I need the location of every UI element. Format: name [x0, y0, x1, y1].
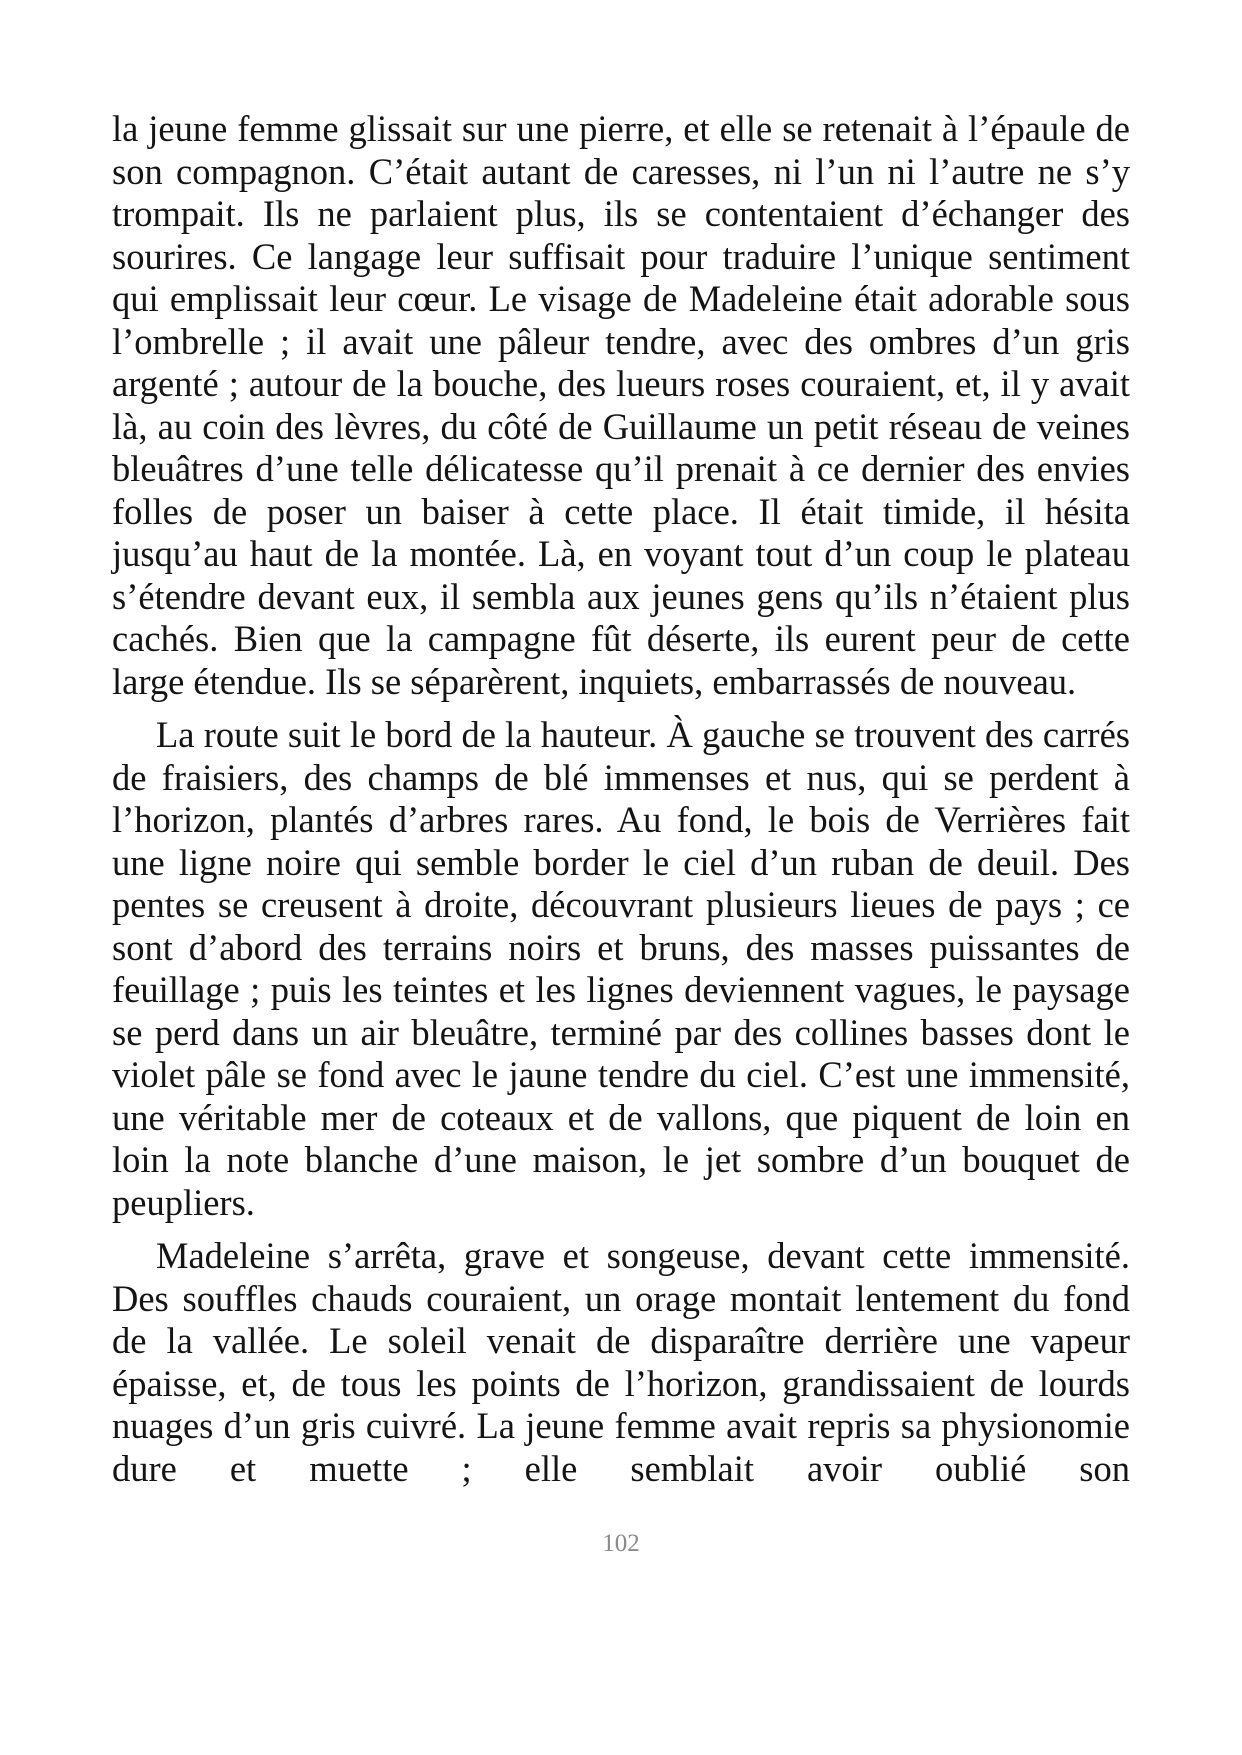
paragraph-2: La route suit le bord de la hauteur. À gauche se trouvent des carrés de fraisiers, des champs de blé immenses et nus, qui se perdent à l’horizon, plantés d’arbres rares. Au fond, le bois de Verrières fait une ligne noire qui semble border le ciel d’un ruban de deuil. Des pentes se creusent à droite, découvrant plusieurs lieues de pays ; ce sont d’abord des terrains noirs et bruns, des masses puissantes de feuillage ; puis les teintes et les lignes deviennent vagues, le paysage se perd dans un air bleuâtre, terminé par des collines basses dont le violet pâle se fond avec le jaune tendre du ciel. C’est une immensité, une véritable mer de coteaux et de vallons, que piquent de loin en loin la note blanche d’une maison, le jet sombre d’un bouquet de peupliers. — [112, 714, 1130, 1223]
paragraph-3: Madeleine s’arrêta, grave et songeuse, devant cette immensité. Des souffles chauds couraient, un orage montait lentement du fond de la vallée. Le soleil venait de disparaître derrière une vapeur épaisse, et, de tous les points de l’horizon, grandissaient de lourds nuages d’un gris cuivré. La jeune femme avait repris sa physionomie dure et muette ; elle semblait avoir oublié son — [112, 1235, 1130, 1489]
page-number: 102 — [602, 1530, 640, 1557]
page-body — [112, 108, 1130, 1501]
paragraph-1: la jeune femme glissait sur une pierre, et elle se retenait à l’épaule de son compagnon. C’était autant de caresses, ni l’un ni l’autre ne s’y trompait. Ils ne parlaient plus, ils se contentaient d’échanger des sourires. Ce langage leur suffisait pour traduire l’unique sentiment qui emplissait leur cœur. Le visage de Madeleine était adorable sous l’ombrelle ; il avait une pâleur tendre, avec des ombres d’un gris argenté ; autour de la bouche, des lueurs roses couraient, et, il y avait là, au coin des lèvres, du côté de Guillaume un petit réseau de veines bleuâtres d’une telle délicatesse qu’il prenait à ce dernier des envies folles de poser un baiser à cette place. Il était timide, il hésita jusqu’au haut de la montée. Là, en voyant tout d’un coup le plateau s’étendre devant eux, il sembla aux jeunes gens qu’ils n’étaient plus cachés. Bien que la campagne fût déserte, ils eurent peur de cette large étendue. Ils se séparèrent, inquiets, embarrassés de nouveau. — [112, 108, 1130, 702]
